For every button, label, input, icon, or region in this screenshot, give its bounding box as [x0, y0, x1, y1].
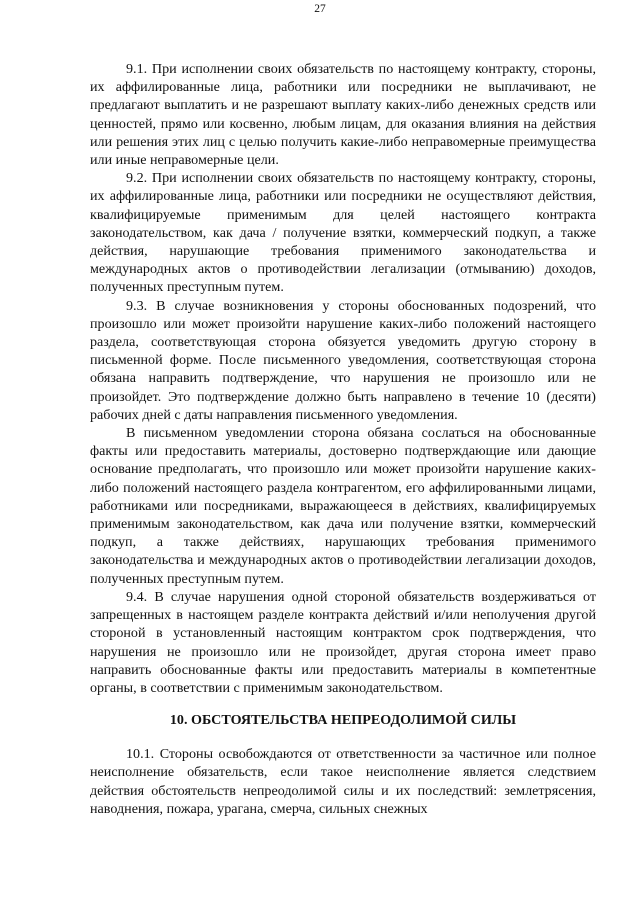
paragraph-10-1: 10.1. Стороны освобождаются от ответственности за частичное или полное неисполнение обязательств, если такое неисполнение является следствием действия обстоятельств непреодолимой силы и их последствий: землетрясения, наводнения, пожара, урагана, смерча, сильных снежных	[90, 746, 596, 817]
paragraph-9-2: 9.2. При исполнении своих обязательств по настоящему контракту, стороны, их аффилированные лица, работники или посредники не осуществляют действия, квалифицируемые применимым для целей настоящего контракта законодательством, как дача / получение взятки, коммерческий подкуп, а также действия, нарушающие требования применимого законодательства и международных актов о противодействии легализации (отмыванию) доходов, полученных преступным путем.	[90, 170, 596, 296]
paragraph-9-4: 9.4. В случае нарушения одной стороной обязательств воздерживаться от запрещенных в настоящем разделе контракта действий и/или неполучения другой стороной в установленный настоящим контрактом срок подтверждения, что нарушения не произошло или не произойдет, другая сторона имеет право направить обоснованные факты или предоставить материалы в компетентные органы, в соответствии с применимым законодательством.	[90, 588, 596, 696]
section-heading: 10. ОБСТОЯТЕЛЬСТВА НЕПРЕОДОЛИМОЙ СИЛЫ	[169, 712, 517, 729]
document-body	[90, 60, 596, 818]
paragraph-9-3: 9.3. В случае возникновения у стороны обоснованных подозрений, что произошло или может произойти нарушение каких-либо положений настоящего раздела, соответствующая сторона обязуется уведомить другую сторону в письменной форме. После письменного уведомления, соответствующая сторона обязана направить подтверждение, что нарушения не произошло или не произойдет. Это подтверждение должно быть направлено в течение 10 (десяти) рабочих дней с даты направления письменного уведомления.	[90, 297, 596, 423]
paragraph-notification: В письменном уведомлении сторона обязана сослаться на обоснованные факты или предоставить материалы, достоверно подтверждающие или дающие основание предполагать, что произошло или может произойти нарушение каких-либо положений настоящего раздела контрагентом, его аффилированными лицами, работниками или посредниками, выражающееся в действиях, квалифицируемых применимым законодательством, как дача или получение взятки, коммерческий подкуп, а также действиях, нарушающих требования применимого законодательства и международных актов о противодействии легализации доходов, полученных преступным путем.	[90, 425, 596, 587]
paragraph-9-1: 9.1. При исполнении своих обязательств по настоящему контракту, стороны, их аффилированные лица, работники или посредники не выплачивают, не предлагают выплатить и не разрешают выплату каких-либо денежных средств или ценностей, прямо или косвенно, любым лицам, для оказания влияния на действия или решения этих лиц с целью получить какие-либо неправомерные преимущества или иные неправомерные цели.	[90, 61, 596, 169]
page-number: 27	[314, 3, 326, 15]
